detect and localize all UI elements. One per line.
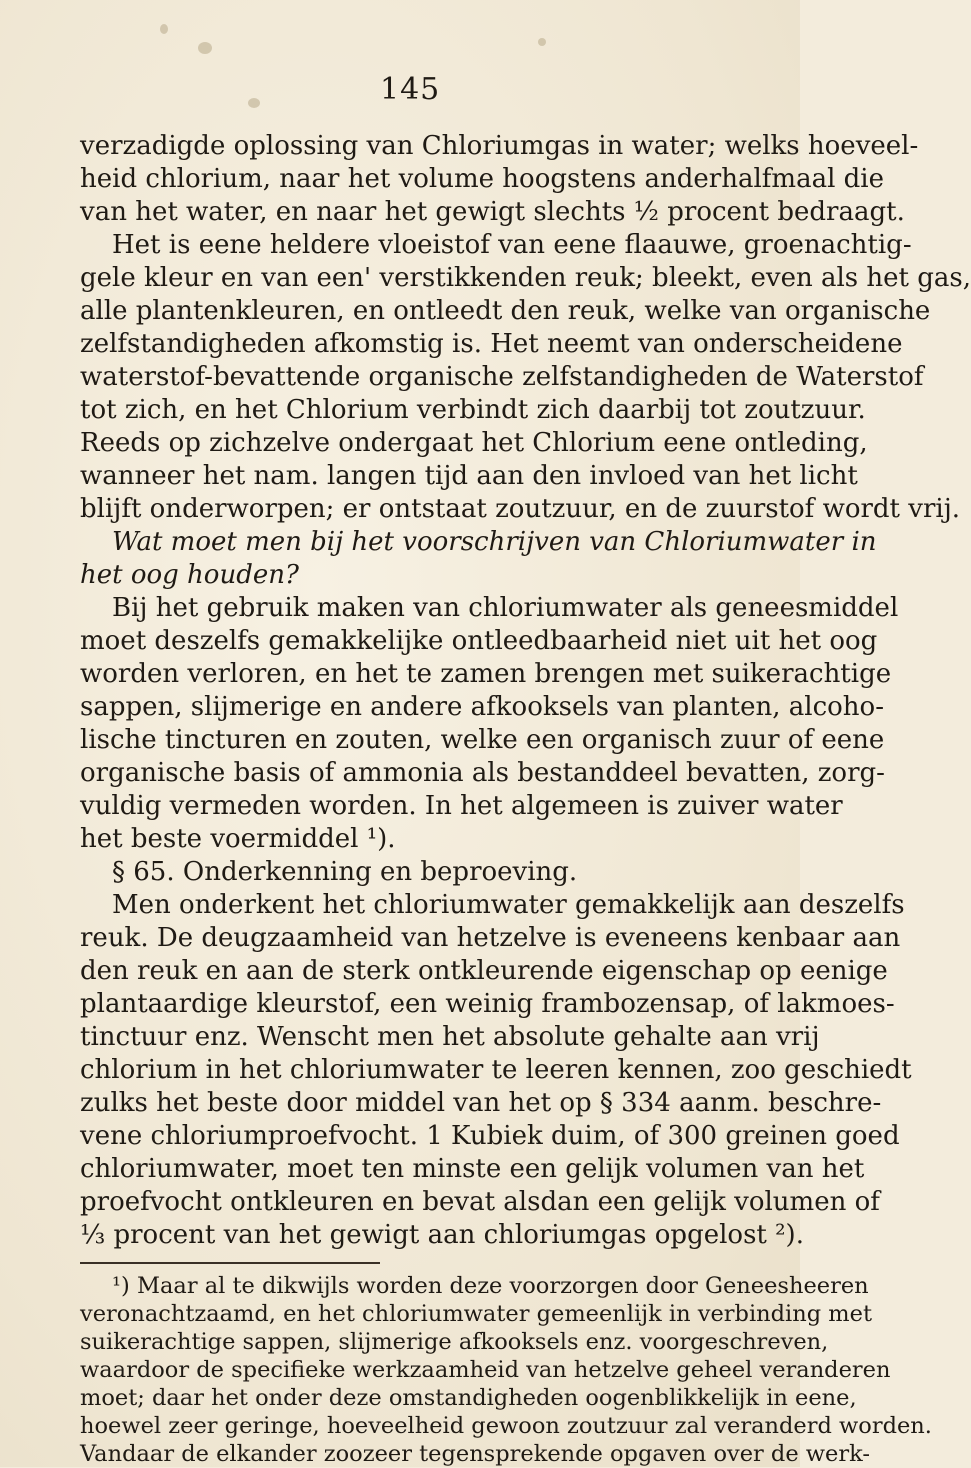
text-line: reuk. De deugzaamheid van hetzelve is eveneens kenbaar aan xyxy=(80,923,901,953)
text-line: zelfstandigheden afkomstig is. Het neemt van onderscheidene xyxy=(80,329,903,359)
text-line: alle plantenkleuren, en ontleedt den reuk, welke van organische xyxy=(80,296,931,326)
paper-stain xyxy=(538,38,546,46)
text-line: sappen, slijmerige en andere afkooksels van planten, alcoho- xyxy=(80,692,884,722)
text-line: moet deszelfs gemakkelijke ontleedbaarheid niet uit het oog xyxy=(80,626,878,656)
text-line: vene chloriumproefvocht. 1 Kubiek duim, of 300 greinen goed xyxy=(80,1121,900,1151)
footnote-line: suikerachtige sappen, slijmerige afkooksels enz. voorgeschreven, xyxy=(80,1329,829,1355)
text-line: wanneer het nam. langen tijd aan den invloed van het licht xyxy=(80,461,858,491)
text-line: chloriumwater, moet ten minste een gelijk volumen van het xyxy=(80,1154,865,1184)
text-line: heid chlorium, naar het volume hoogstens anderhalfmaal die xyxy=(80,164,884,194)
text-line: vuldig vermeden worden. In het algemeen is zuiver water xyxy=(80,791,843,821)
section-heading: § 65. Onderkenning en beproeving. xyxy=(112,857,578,887)
text-line: organische basis of ammonia als bestanddeel bevatten, zorg- xyxy=(80,758,885,788)
text-line: tot zich, en het Chlorium verbindt zich daarbij tot zoutzuur. xyxy=(80,395,866,425)
footnote-line: moet; daar het onder deze omstandigheden oogenblikkelijk in eene, xyxy=(80,1385,857,1411)
text-line: den reuk en aan de sterk ontkleurende eigenschap op eenige xyxy=(80,956,888,986)
section-question: het oog houden? xyxy=(80,560,299,590)
text-line: lische tincturen en zouten, welke een organisch zuur of eene xyxy=(80,725,885,755)
text-line: gele kleur en van een' verstikkenden reuk; bleekt, even als het gas, xyxy=(80,263,971,293)
text-line: proefvocht ontkleuren en bevat alsdan een gelijk volumen of xyxy=(80,1187,880,1217)
paper-stain xyxy=(160,24,168,34)
text-line: waterstof-bevattende organische zelfstandigheden de Waterstof xyxy=(80,362,924,392)
footnote-line: ¹) Maar al te dikwijls worden deze voorzorgen door Geneesheeren xyxy=(112,1273,869,1299)
paper-stain xyxy=(248,98,260,108)
footnote-rule xyxy=(80,1262,380,1264)
text-line: het beste voermiddel ¹). xyxy=(80,824,396,854)
text-line: chlorium in het chloriumwater te leeren kennen, zoo geschiedt xyxy=(80,1055,912,1085)
text-line: verzadigde oplossing van Chloriumgas in water; welks hoeveel- xyxy=(80,131,919,161)
text-line: blijft onderworpen; er ontstaat zoutzuur, en de zuurstof wordt vrij. xyxy=(80,494,961,524)
text-line: plantaardige kleurstof, een weinig frambozensap, of lakmoes- xyxy=(80,989,895,1019)
text-line: Bij het gebruik maken van chloriumwater als geneesmiddel xyxy=(112,593,899,623)
page-number: 145 xyxy=(380,72,441,107)
text-line: Men onderkent het chloriumwater gemakkelijk aan deszelfs xyxy=(112,890,905,920)
section-question: Wat moet men bij het voorschrijven van Chloriumwater in xyxy=(112,527,877,557)
paper-stain xyxy=(198,42,212,54)
text-line: worden verloren, en het te zamen brengen met suikerachtige xyxy=(80,659,892,689)
footnote-line: hoewel zeer geringe, hoeveelheid gewoon zoutzuur zal veranderd worden. xyxy=(80,1413,932,1439)
text-line: tinctuur enz. Wenscht men het absolute gehalte aan vrij xyxy=(80,1022,820,1052)
footnote-line: Vandaar de elkander zoozeer tegensprekende opgaven over de werk- xyxy=(80,1441,870,1467)
footnote-line: veronachtzaamd, en het chloriumwater gemeenlijk in verbinding met xyxy=(80,1301,872,1327)
text-line: van het water, en naar het gewigt slechts ½ procent bedraagt. xyxy=(80,197,905,227)
text-line: Het is eene heldere vloeistof van eene flaauwe, groenachtig- xyxy=(112,230,912,260)
text-line: zulks het beste door middel van het op § 334 aanm. beschre- xyxy=(80,1088,882,1118)
text-line: Reeds op zichzelve ondergaat het Chlorium eene ontleding, xyxy=(80,428,868,458)
text-line: ⅓ procent van het gewigt aan chloriumgas opgelost ²). xyxy=(80,1220,804,1250)
footnote-line: waardoor de specifieke werkzaamheid van hetzelve geheel veranderen xyxy=(80,1357,891,1383)
